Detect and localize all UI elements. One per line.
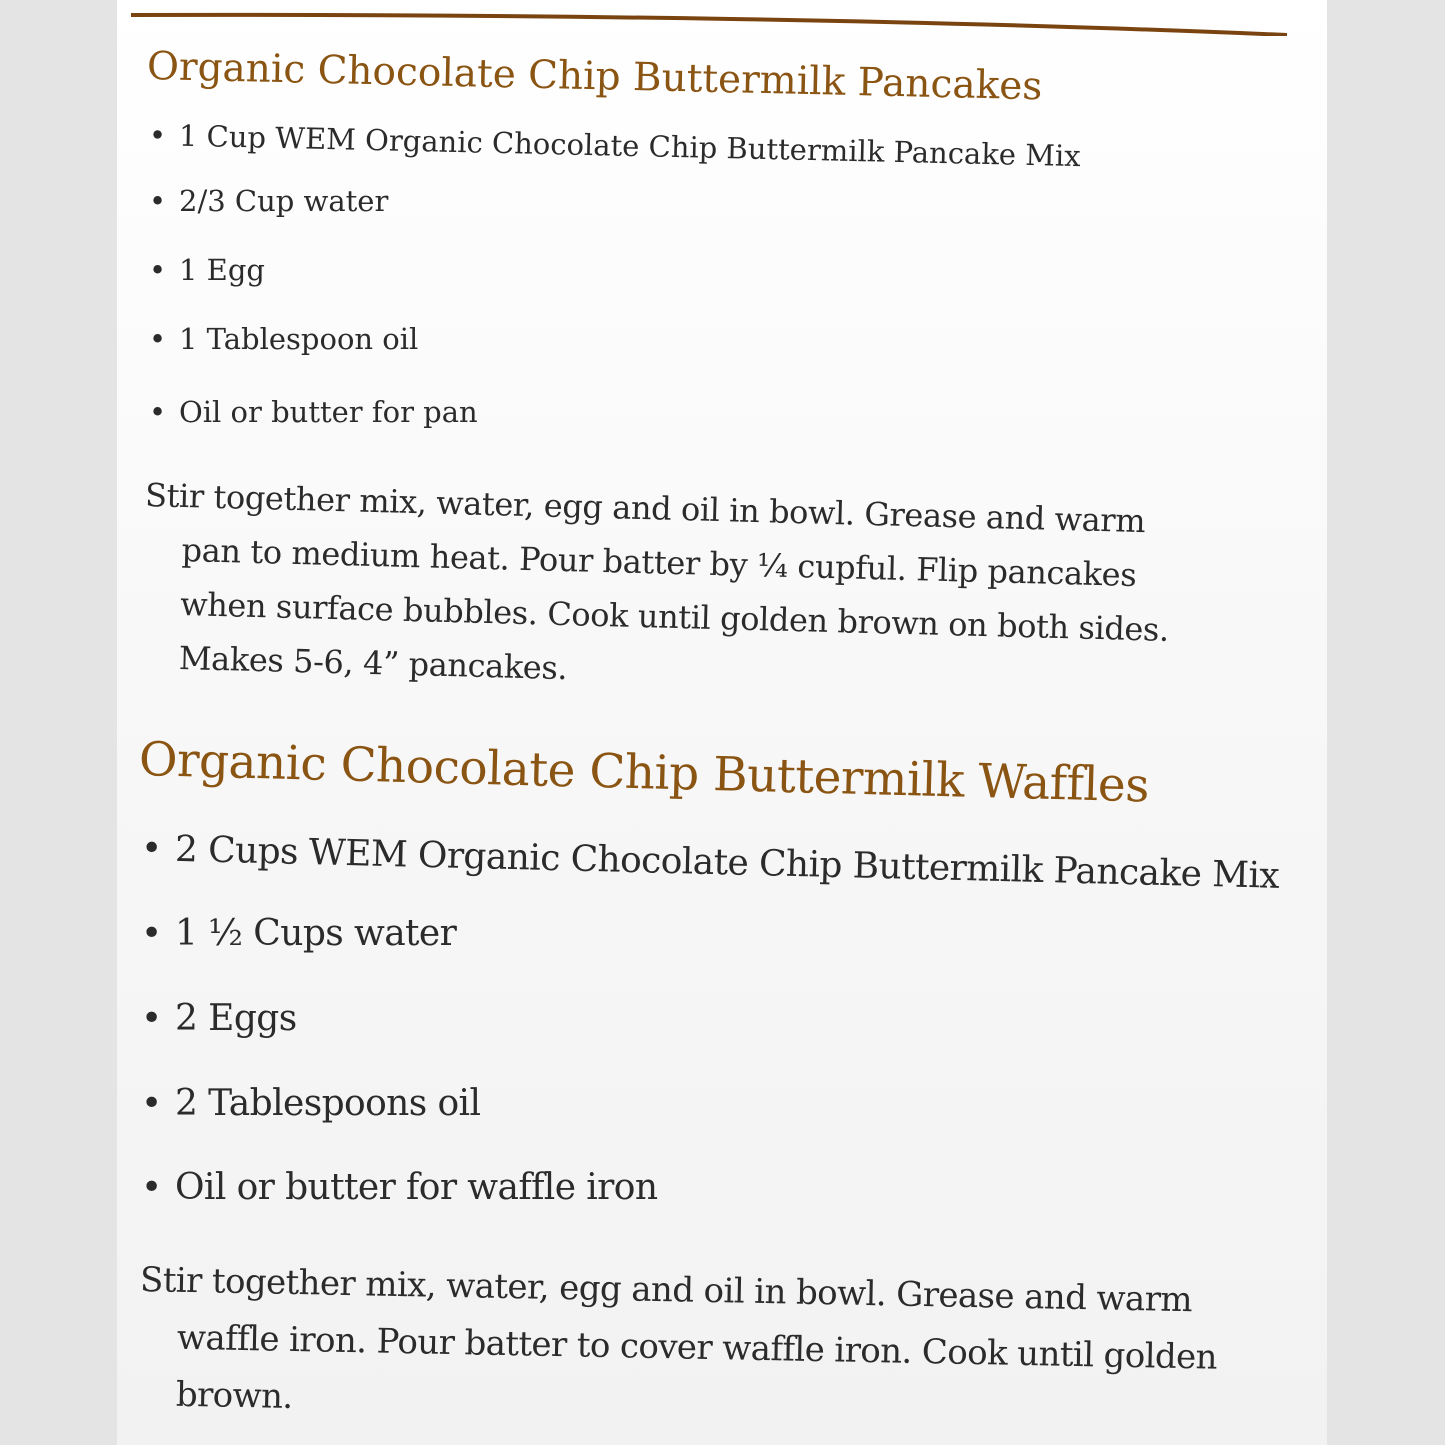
bullet-dot: • <box>141 913 162 954</box>
pancakes-instructions <box>140 468 1172 711</box>
bullet-dot: • <box>141 1167 162 1208</box>
recipe-card <box>117 0 1327 1445</box>
instruction-line: waffle iron. Pour batter to cover waffle iron. Cook until golden <box>176 1317 1218 1378</box>
ingredient-text: Oil or butter for waffle iron <box>175 1167 658 1208</box>
ingredient-text: Oil or butter for pan <box>179 395 478 429</box>
pancakes-ingredient <box>149 118 1081 173</box>
pancakes-ingredient <box>149 395 478 429</box>
waffles-ingredient <box>141 1167 657 1208</box>
pancakes-title: Organic Chocolate Chip Buttermilk Pancakes <box>146 44 1043 110</box>
ingredient-text: 1 Egg <box>179 253 265 287</box>
instruction-line: Stir together mix, water, egg and oil in bowl. Grease and warm <box>144 476 1146 541</box>
bullet-dot: • <box>149 322 167 356</box>
ingredient-text: 1 ½ Cups water <box>175 913 457 954</box>
pancakes-ingredient <box>149 253 265 287</box>
waffles-title: Organic Chocolate Chip Buttermilk Waffles <box>138 732 1150 814</box>
bullet-dot: • <box>148 118 167 153</box>
bullet-dot: • <box>140 828 163 870</box>
waffles-ingredient <box>141 1083 480 1124</box>
ingredient-text: 1 Cup WEM Organic Chocolate Chip Buttermilk Pancake Mix <box>178 118 1081 174</box>
instruction-line: pan to medium heat. Pour batter by ¼ cupful. Flip pancakes <box>181 531 1137 594</box>
bullet-dot: • <box>149 253 167 287</box>
bullet-dot: • <box>149 184 167 218</box>
ingredient-text: 2 Eggs <box>175 998 297 1039</box>
waffles-ingredient <box>141 913 456 954</box>
bullet-dot: • <box>149 395 167 429</box>
pancakes-ingredient <box>149 322 418 356</box>
instruction-line: Stir together mix, water, egg and oil in bowl. Grease and warm <box>139 1260 1193 1321</box>
waffles-ingredient <box>141 998 297 1039</box>
pancakes-ingredient <box>149 184 388 218</box>
bullet-dot: • <box>141 1083 162 1124</box>
ingredient-text: 2 Cups WEM Organic Chocolate Chip Buttermilk Pancake Mix <box>174 828 1280 897</box>
waffles-ingredient <box>140 828 1279 897</box>
instruction-line: Makes 5-6, 4” pancakes. <box>178 638 568 688</box>
instruction-line: when surface bubbles. Cook until golden brown on both sides. <box>179 584 1170 649</box>
instruction-line: brown. <box>175 1374 293 1417</box>
ingredient-text: 1 Tablespoon oil <box>179 322 419 356</box>
ingredient-text: 2/3 Cup water <box>179 184 389 218</box>
waffles-instructions <box>137 1252 1218 1444</box>
ingredient-text: 2 Tablespoons oil <box>175 1083 481 1124</box>
bullet-dot: • <box>141 998 162 1039</box>
recipe-content <box>117 0 1327 1445</box>
